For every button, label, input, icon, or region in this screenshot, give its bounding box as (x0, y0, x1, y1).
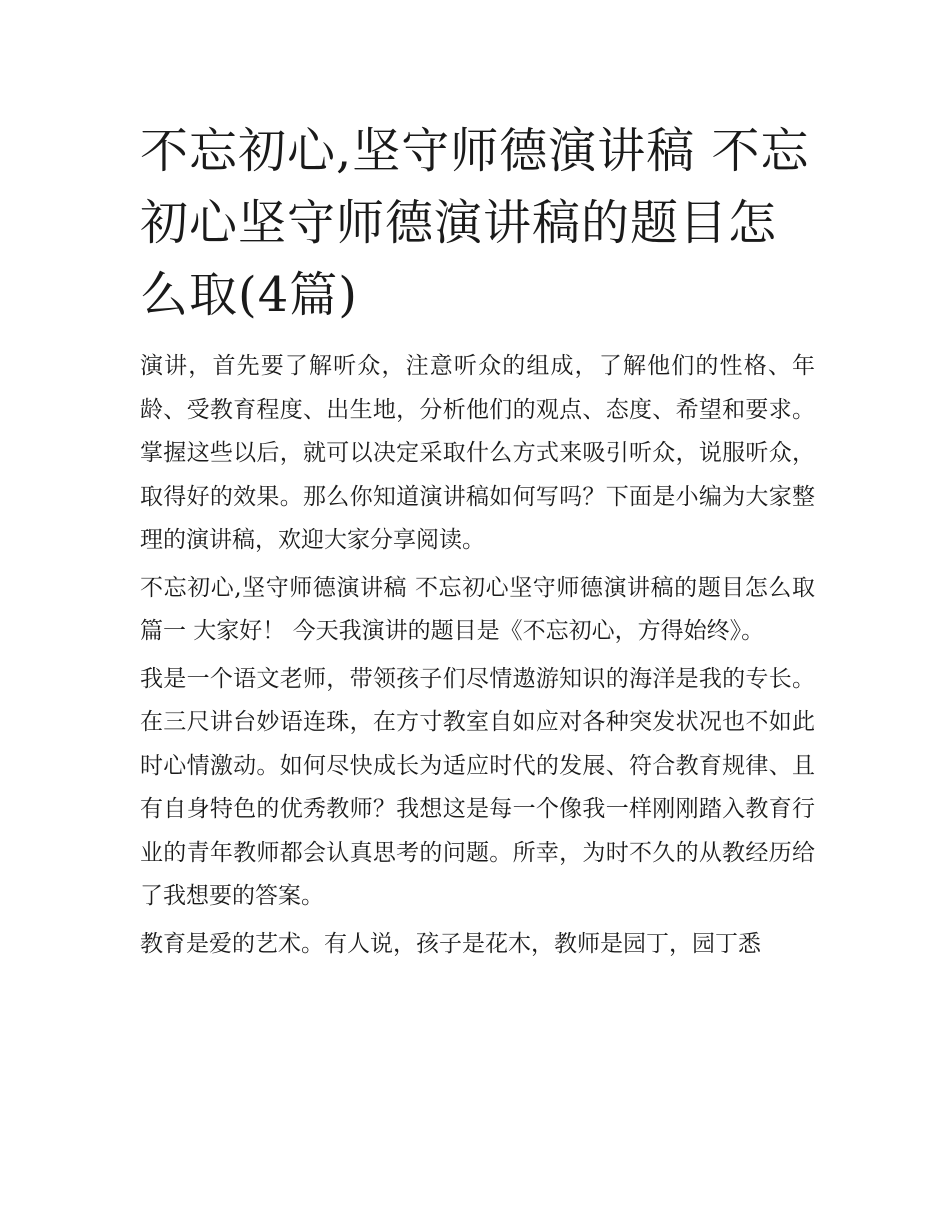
paragraph-speech-heading: 不忘初心,坚守师德演讲稿 不忘初心坚守师德演讲稿的题目怎么取篇一 大家好！ 今天我演讲的题目是《不忘初心，方得始终》。 (140, 574, 815, 644)
paragraph-education-art: 教育是爱的艺术。有人说，孩子是花木，教师是园丁，园丁悉 (140, 930, 761, 957)
document-title: 不忘初心,坚守师德演讲稿 不忘初心坚守师德演讲稿的题目怎么取(4篇) (140, 123, 810, 323)
paragraph-intro: 演讲，首先要了解听众，注意听众的组成，了解他们的性格、年龄、受教育程度、出生地，分析他们的观点、态度、希望和要求。掌握这些以后，就可以决定采取什么方式来吸引听众，说服听众，取得好的效果。那么你知道演讲稿如何写吗？下面是小编为大家整理的演讲稿，欢迎大家分享阅读。 (140, 353, 815, 553)
document-body (140, 345, 815, 966)
document-page (140, 115, 815, 970)
paragraph-teacher: 我是一个语文老师，带领孩子们尽情遨游知识的海洋是我的专长。在三尺讲台妙语连珠，在方寸教室自如应对各种突发状况也不如此时心情激动。如何尽快成长为适应时代的发展、符合教育规律、且有自身特色的优秀教师？我想这是每一个像我一样刚刚踏入教育行业的青年教师都会认真思考的问题。所幸，为时不久的从教经历给了我想要的答案。 (140, 665, 815, 909)
